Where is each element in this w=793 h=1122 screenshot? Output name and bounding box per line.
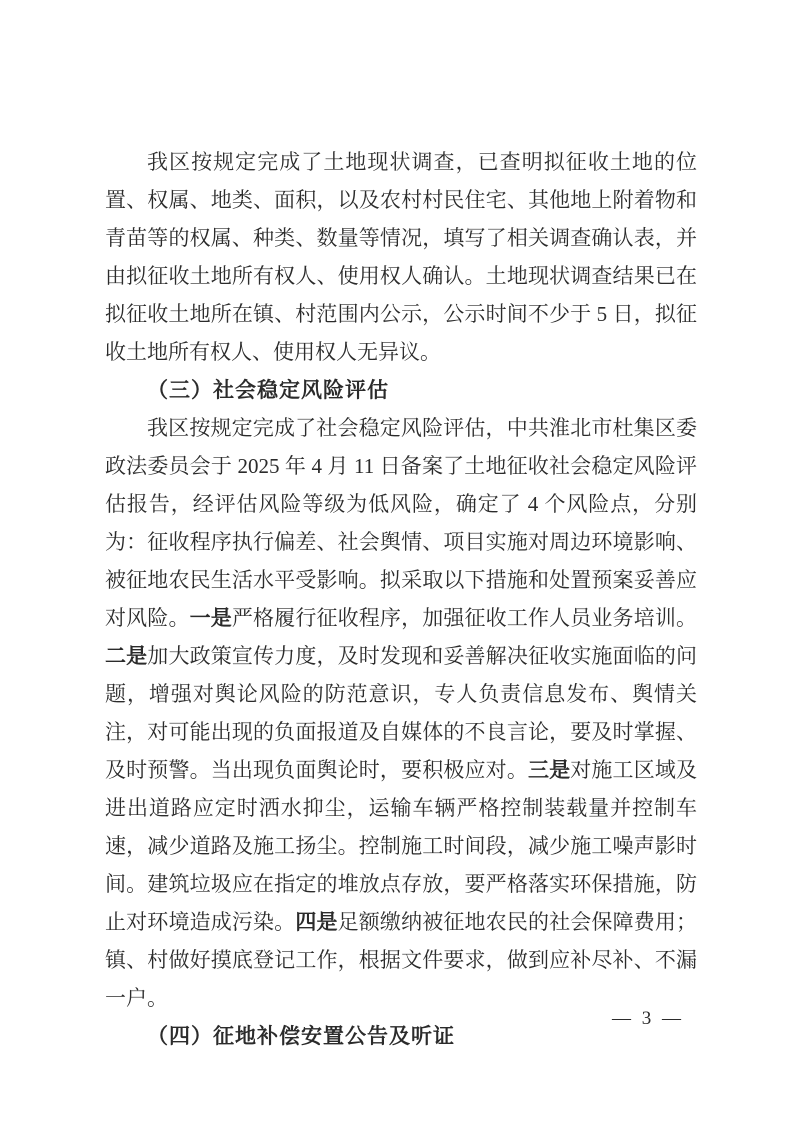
bold-text-run: 三是 <box>527 758 571 782</box>
section-heading <box>105 1017 697 1055</box>
text-run: 严格履行征收程序，加强征收工作人员业务培训。 <box>231 606 697 630</box>
page-number: — 3 — <box>612 1008 684 1029</box>
body-paragraph <box>105 143 697 371</box>
text-run: 加大政策宣传力度，及时发现和妥善解决征收实施面临的问题，增强对舆论风险的防范意识，专人负责信息发布、舆情关注，对可能出现的负面报道及自媒体的不良言论，要及时掌握、及时预警。当出现负面舆论时，要积极应对。 <box>105 644 697 782</box>
section-heading <box>105 371 697 409</box>
bold-text-run: （三）社会稳定风险评估 <box>147 378 389 402</box>
document-body <box>105 143 697 1055</box>
text-run: 我区按规定完成了社会稳定风险评估，中共淮北市杜集区委政法委员会于 2025 年 4 月 11 日备案了土地征收社会稳定风险评估报告，经评估风险等级为低风险，确定了 4 个风险点，分别为：征收程序执行偏差、社会舆情、项目实施对周边环境影响、被征地农民生活水平受影响。拟采取以下措施和处置预案妥善应对风险。 <box>105 416 697 630</box>
bold-text-run: 一是 <box>189 606 232 630</box>
bold-text-run: （四）征地补偿安置公告及听证 <box>147 1024 455 1048</box>
text-run: 对施工区域及进出道路应定时洒水抑尘，运输车辆严格控制装载量并控制车速，减少道路及施工扬尘。控制施工时间段，减少施工噪声影时间。建筑垃圾应在指定的堆放点存放，要严格落实环保措施，防止对环境造成污染。 <box>105 758 698 934</box>
text-run: 我区按规定完成了土地现状调查，已查明拟征收土地的位置、权属、地类、面积，以及农村村民住宅、其他地上附着物和青苗等的权属、种类、数量等情况，填写了相关调查确认表，并由拟征收土地所有权人、使用权人确认。土地现状调查结果已在拟征收土地所在镇、村范围内公示，公示时间不少于 5 日，拟征收土地所有权人、使用权人无异议。 <box>105 150 697 364</box>
bold-text-run: 四是 <box>295 910 338 934</box>
body-paragraph <box>105 409 697 1017</box>
bold-text-run: 二是 <box>105 644 148 668</box>
text-run: 足额缴纳被征地农民的社会保障费用；镇、村做好摸底登记工作，根据文件要求，做到应补尽补、不漏一户。 <box>105 910 698 1010</box>
